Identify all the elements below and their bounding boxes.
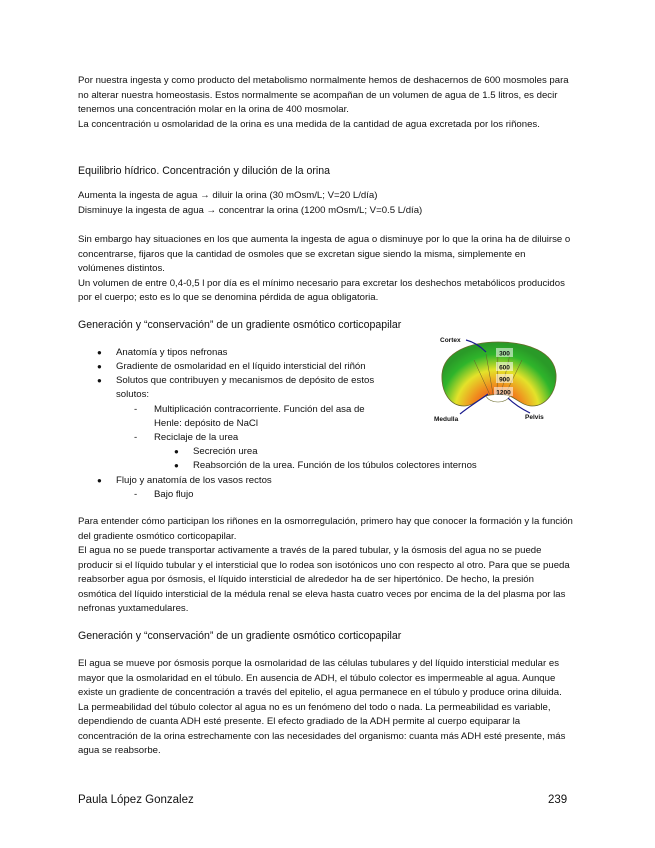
increase-intake-line: Aumenta la ingesta de agua → diluir la orina (30 mOsm/L; V=20 L/día): [78, 190, 378, 201]
osmolarity-value-1200: 1200: [496, 389, 511, 397]
bullet-dot: ●: [97, 348, 102, 357]
outline-subitem-countercurrent-cont: Henle: depósito de NaCl: [154, 418, 258, 429]
bullet-dot: ●: [97, 476, 102, 485]
outline-item-solutes-cont: solutos:: [116, 389, 150, 400]
situations-paragraph-1: Sin embargo hay situaciones en los que aumenta la ingesta de agua o disminuye por lo que la orina ha de diluirse o concentrarse, fijaros que la cantidad de osmoles que se excretan sigue siendo la misma, simplemente en volúmenes distintos.: [78, 234, 571, 274]
outline-subsubitem-urea-secretion: Secreción urea: [193, 446, 258, 457]
transport-section: [78, 515, 573, 617]
bullet-dot: ●: [174, 461, 179, 470]
water-intake-lines: [78, 189, 573, 218]
outline-subitem-low-flow: Bajo flujo: [154, 489, 194, 500]
footer-page-number: 239: [548, 794, 568, 806]
cortex-label: Cortex: [440, 337, 461, 344]
osmolarity-value-900: 900: [499, 376, 510, 384]
outline-item-anatomy: Anatomía y tipos nefronas: [116, 347, 228, 358]
osmolarity-value-600: 600: [499, 364, 510, 372]
dash-marker: -: [134, 432, 138, 443]
kidney-osmolarity-figure: [430, 334, 565, 426]
dash-marker: -: [134, 489, 138, 500]
osmosis-paragraph-1: El agua se mueve por ósmosis porque la osmolaridad de las células tubulares y del líquido intersticial medular es mayor que la osmolaridad en el túbulo. En ausencia de ADH, el túbulo colector es impermeable al agua. Aunque existe un gradiente de concentración a través del epitelio, el agua permanece en el túbulo y produce orina diluida.: [78, 658, 562, 698]
outline-subitem-countercurrent: Multiplicación contracorriente. Función del asa de: [154, 404, 365, 415]
transport-paragraph-1: Para entender cómo participan los riñones en la osmorregulación, primero hay que conocer la formación y la función del gradiente osmótico corticopapilar.: [78, 516, 573, 542]
intro-section: [78, 74, 573, 132]
medulla-label: Medulla: [434, 416, 459, 423]
section-heading-water-balance: Equilibrio hídrico. Concentración y dilución de la orina: [78, 165, 331, 177]
bullet-dot: ●: [97, 362, 102, 371]
outline-subsubitem-urea-reabsorption: Reabsorción de la urea. Función de los túbulos colectores internos: [193, 460, 477, 471]
intro-paragraph-1: Por nuestra ingesta y como producto del metabolismo normalmente hemos de deshacernos de 600 mosmoles para no alterar nuestra homeostasis. Estos normalmente se acompañan de un volumen de agua de 1.5 litros, es decir tenemos una concentración molar en la orina de 400 mosmolar.: [78, 75, 569, 115]
osmosis-paragraph-2: La permeabilidad del túbulo colector al agua no es un fenómeno del todo o nada. La permeabilidad es variable, dependiendo de cuanta ADH esté presente. El efecto gradiado de la ADH permite al cuerpo equiparar la concentración de la orina estrechamente con las necesidades del organismo: cuanta más ADH esté presente, más agua se reabsorbe.: [78, 701, 566, 756]
section-heading-gradient-repeat: Generación y “conservación” de un gradiente osmótico corticopapilar: [78, 630, 402, 642]
osmolarity-value-300: 300: [499, 350, 510, 358]
outline-item-gradient: Gradiente de osmolaridad en el líquido intersticial del riñón: [116, 361, 366, 372]
dash-marker: -: [134, 404, 138, 415]
outline-item-vasa-recta: Flujo y anatomía de los vasos rectos: [116, 475, 272, 486]
pelvis-notch: [486, 396, 510, 402]
situations-paragraph-2: Un volumen de entre 0,4-0,5 l por día es el mínimo necesario para excretar los deshechos metabólicos producidos por el cuerpo; esto es lo que se denomina pérdida de agua obligatoria.: [78, 277, 565, 303]
intro-paragraph-2: La concentración u osmolaridad de la orina es una medida de la cantidad de agua excretada por los riñones.: [78, 118, 540, 130]
outline-subitem-urea: Reciclaje de la urea: [154, 432, 239, 443]
pelvis-label: Pelvis: [525, 414, 544, 421]
bullet-dot: ●: [97, 376, 102, 385]
outline-item-solutes: Solutos que contribuyen y mecanismos de depósito de estos: [116, 375, 375, 386]
decrease-intake-line: Disminuye la ingesta de agua → concentrar la orina (1200 mOsm/L; V=0.5 L/día): [78, 204, 423, 216]
osmosis-section: [78, 657, 573, 759]
footer-author: Paula López Gonzalez: [78, 794, 194, 806]
transport-paragraph-2: El agua no se puede transportar activamente a través de la pared tubular, y la ósmosis del agua no se puede producir si el líquido tubular y el intersticial que lo rodea son isotónicos uno con respecto al otro. Para que se pueda reabsorber agua por ósmosis, el líquido intersticial de alrededor ha de ser hipertónico. De hecho, la presión osmótica del líquido intersticial de la médula renal se eleva hasta cuatro veces por encima de la del plasma por las nefronas yuxtamedulares.: [78, 545, 570, 614]
section-heading-gradient: Generación y “conservación” de un gradiente osmótico corticopapilar: [78, 319, 402, 331]
situations-section: [78, 233, 573, 306]
bullet-dot: ●: [174, 447, 179, 456]
